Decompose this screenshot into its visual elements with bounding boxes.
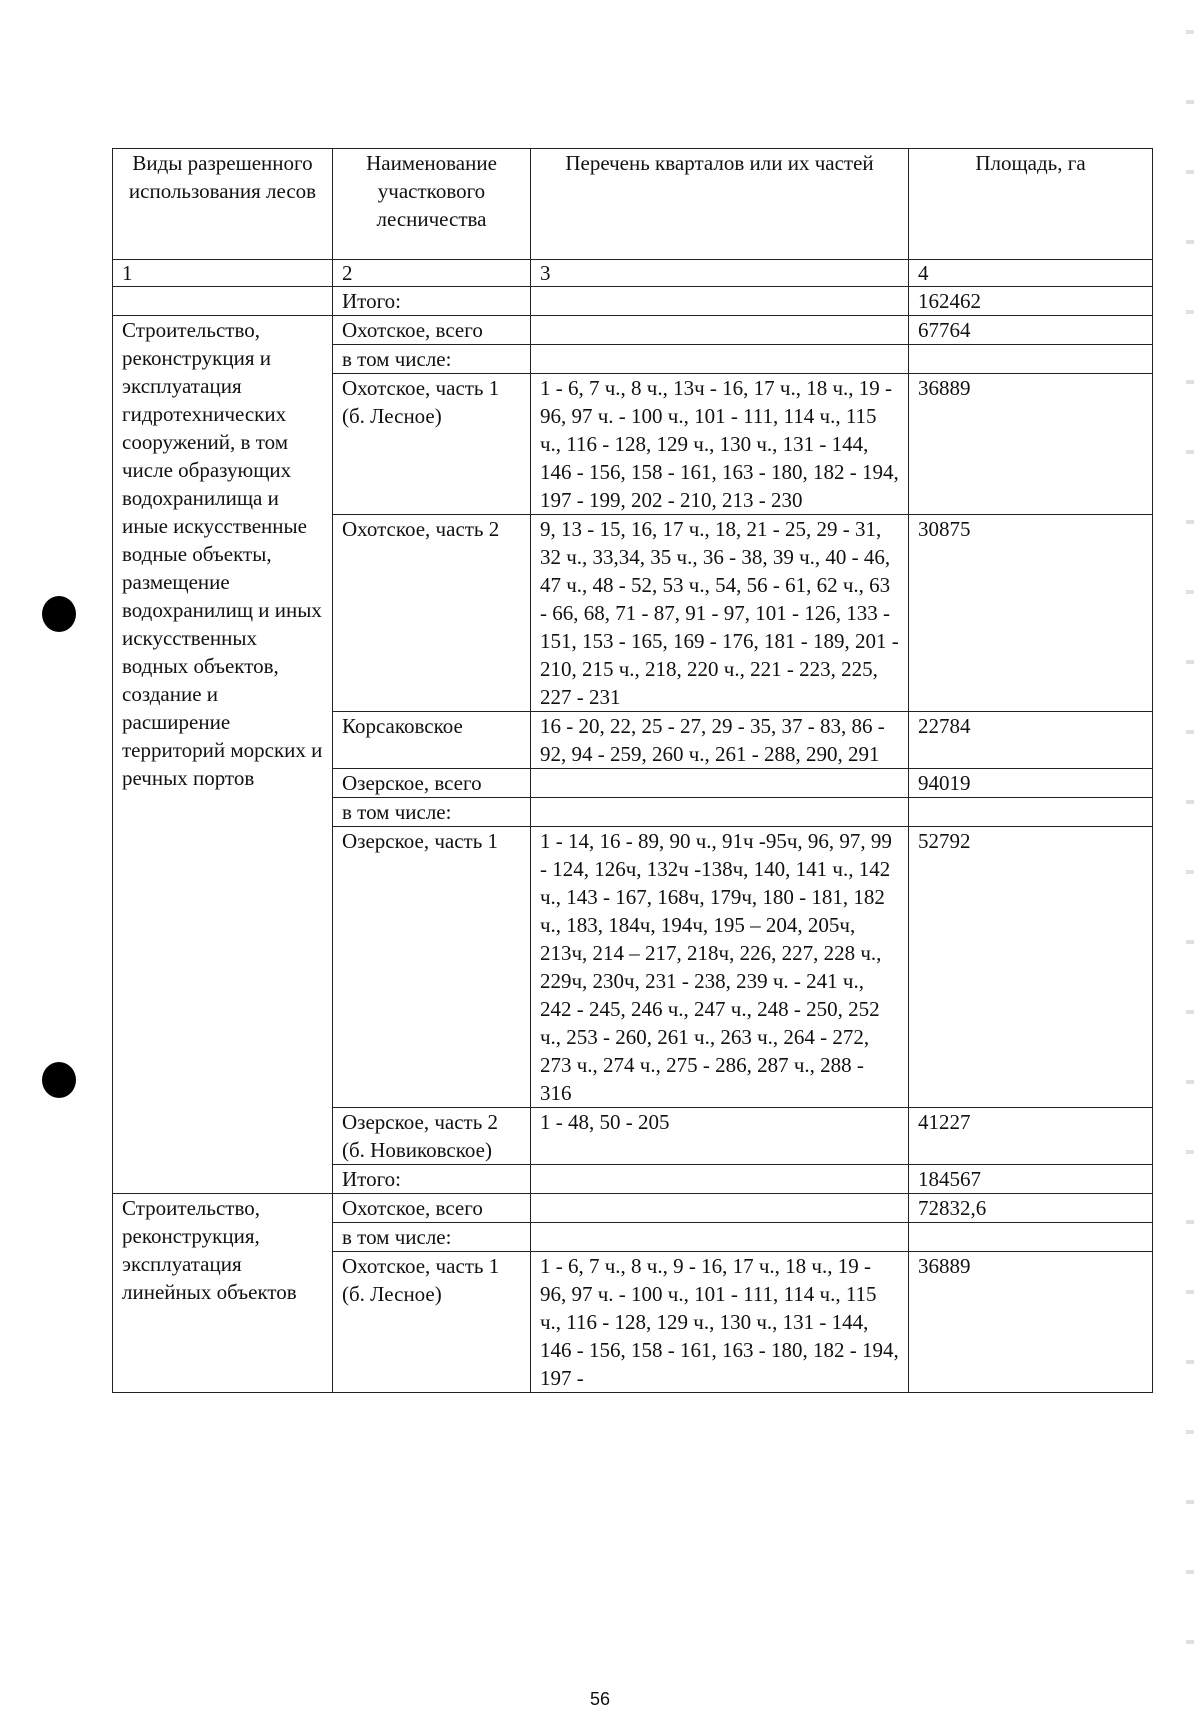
- forestry-cell: в том числе:: [333, 798, 531, 827]
- forestry-cell: в том числе:: [333, 345, 531, 374]
- punch-hole-mark: [42, 1062, 76, 1098]
- forest-use-table: [112, 148, 1153, 1393]
- area-cell: [909, 345, 1153, 374]
- area-cell: 162462: [909, 287, 1153, 316]
- forestry-cell: Охотское, часть 2: [333, 515, 531, 712]
- area-cell: 22784: [909, 712, 1153, 769]
- area-cell: 52792: [909, 827, 1153, 1108]
- area-cell: 36889: [909, 374, 1153, 515]
- use-type-cell: Строительство, реконструкция и эксплуатация гидротехнических сооружений, в том числе образующих водохранилища и иные искусственные водные объекты, размещение водохранилищ и иных искусственных водных объектов, создание и расширение территорий морских и речных портов: [113, 316, 333, 1194]
- area-cell: 72832,6: [909, 1194, 1153, 1223]
- quarters-cell: [531, 1194, 909, 1223]
- quarters-cell: [531, 769, 909, 798]
- area-cell: 36889: [909, 1252, 1153, 1393]
- area-cell: 184567: [909, 1165, 1153, 1194]
- forestry-cell: Охотское, всего: [333, 316, 531, 345]
- quarters-cell: [531, 1223, 909, 1252]
- forestry-cell: Итого:: [333, 287, 531, 316]
- forestry-cell: Озерское, часть 1: [333, 827, 531, 1108]
- quarters-cell: [531, 316, 909, 345]
- forestry-cell: Озерское, всего: [333, 769, 531, 798]
- forestry-cell: Озерское, часть 2 (б. Новиковское): [333, 1108, 531, 1165]
- column-number: 1: [113, 260, 333, 287]
- punch-hole-mark: [42, 596, 76, 632]
- use-type-cell: Строительство, реконструкция, эксплуатация линейных объектов: [113, 1194, 333, 1393]
- quarters-cell: [531, 1165, 909, 1194]
- forestry-cell: в том числе:: [333, 1223, 531, 1252]
- column-number-row: [113, 260, 1153, 287]
- header-quarters-list: Перечень кварталов или их частей: [531, 149, 909, 260]
- quarters-cell: 9, 13 - 15, 16, 17 ч., 18, 21 - 25, 29 - 31, 32 ч., 33,34, 35 ч., 36 - 38, 39 ч., 40 - 46, 47 ч., 48 - 52, 53 ч., 54, 56 - 61, 62 ч., 63 - 66, 68, 71 - 87, 91 - 97, 101 - 126, 133 - 151, 153 - 165, 169 - 176, 181 - 189, 201 - 210, 215 ч., 218, 220 ч., 221 - 223, 225, 227 - 231: [531, 515, 909, 712]
- quarters-cell: 1 - 6, 7 ч., 8 ч., 9 - 16, 17 ч., 18 ч., 19 - 96, 97 ч. - 100 ч., 101 - 111, 114 ч., 115 ч., 116 - 128, 129 ч., 130 ч., 131 - 144, 146 - 156, 158 - 161, 163 - 180, 182 - 194, 197 -: [531, 1252, 909, 1393]
- table-row: [113, 316, 1153, 345]
- quarters-cell: 1 - 6, 7 ч., 8 ч., 13ч - 16, 17 ч., 18 ч., 19 - 96, 97 ч. - 100 ч., 101 - 111, 114 ч., 115 ч., 116 - 128, 129 ч., 130 ч., 131 - 144, 146 - 156, 158 - 161, 163 - 180, 182 - 194, 197 - 199, 202 - 210, 213 - 230: [531, 374, 909, 515]
- use-type-cell: [113, 287, 333, 316]
- header-area: Площадь, га: [909, 149, 1153, 260]
- area-cell: 94019: [909, 769, 1153, 798]
- area-cell: 30875: [909, 515, 1153, 712]
- header-forestry-name: Наименование участкового лесничества: [333, 149, 531, 260]
- quarters-cell: [531, 287, 909, 316]
- table-header-row: [113, 149, 1153, 260]
- column-number: 2: [333, 260, 531, 287]
- table-row: [113, 1194, 1153, 1223]
- forestry-cell: Итого:: [333, 1165, 531, 1194]
- scan-edge-noise: [1186, 0, 1194, 1703]
- forestry-cell: Охотское, всего: [333, 1194, 531, 1223]
- header-use-type: Виды разрешенного использования лесов: [113, 149, 333, 260]
- quarters-cell: 1 - 14, 16 - 89, 90 ч., 91ч -95ч, 96, 97, 99 - 124, 126ч, 132ч -138ч, 140, 141 ч., 142 ч., 143 - 167, 168ч, 179ч, 180 - 181, 182 ч., 183, 184ч, 194ч, 195 – 204, 205ч, 213ч, 214 – 217, 218ч, 226, 227, 228 ч., 229ч, 230ч, 231 - 238, 239 ч. - 241 ч., 242 - 245, 246 ч., 247 ч., 248 - 250, 252 ч., 253 - 260, 261 ч., 263 ч., 264 - 272, 273 ч., 274 ч., 275 - 286, 287 ч., 288 - 316: [531, 827, 909, 1108]
- forestry-cell: Охотское, часть 1 (б. Лесное): [333, 374, 531, 515]
- table-row: [113, 287, 1153, 316]
- quarters-cell: [531, 345, 909, 374]
- quarters-cell: 1 - 48, 50 - 205: [531, 1108, 909, 1165]
- column-number: 3: [531, 260, 909, 287]
- area-cell: [909, 798, 1153, 827]
- area-cell: [909, 1223, 1153, 1252]
- area-cell: 67764: [909, 316, 1153, 345]
- area-cell: 41227: [909, 1108, 1153, 1165]
- quarters-cell: 16 - 20, 22, 25 - 27, 29 - 35, 37 - 83, 86 - 92, 94 - 259, 260 ч., 261 - 288, 290, 291: [531, 712, 909, 769]
- quarters-cell: [531, 798, 909, 827]
- forestry-cell: Корсаковское: [333, 712, 531, 769]
- column-number: 4: [909, 260, 1153, 287]
- page-number: 56: [589, 1689, 611, 1709]
- forestry-cell: Охотское, часть 1 (б. Лесное): [333, 1252, 531, 1393]
